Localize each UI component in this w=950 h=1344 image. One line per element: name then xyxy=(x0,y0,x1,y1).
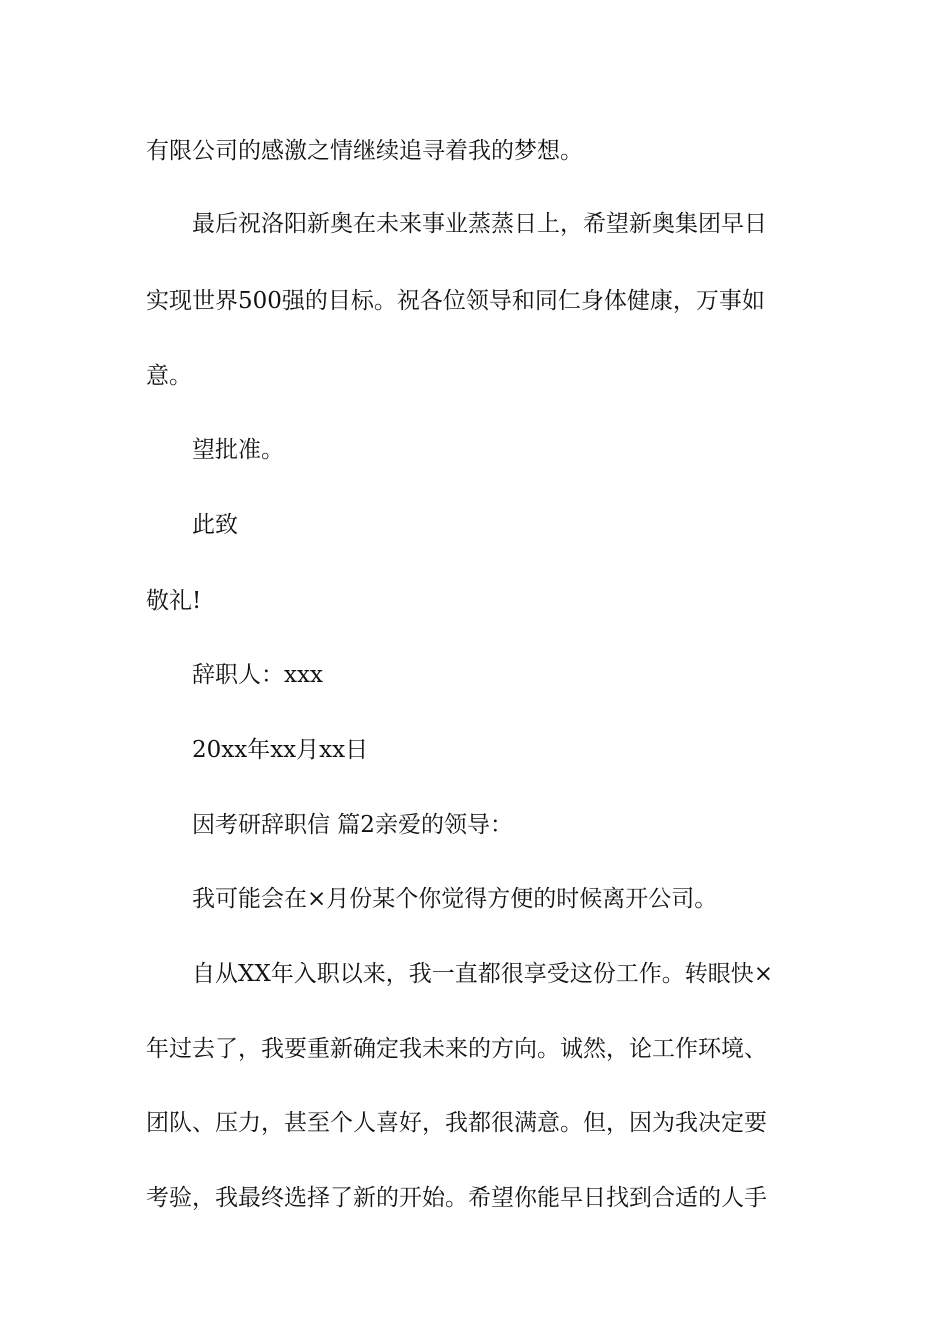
section-heading: 因考研辞职信 篇2亲爱的领导： xyxy=(192,812,513,838)
paragraph-line: 考验，我最终选择了新的开始。希望你能早日找到合适的人手 xyxy=(146,1185,767,1211)
salutation: 敬礼! xyxy=(146,588,202,614)
paragraph-line: 年过去了，我要重新确定我未来的方向。诚然，论工作环境、 xyxy=(146,1036,767,1062)
paragraph-line: 意。 xyxy=(146,363,192,389)
closing-phrase: 此致 xyxy=(192,512,238,538)
paragraph-line: 望批准。 xyxy=(192,437,284,463)
paragraph-line: 实现世界500强的目标。祝各位领导和同仁身体健康，万事如 xyxy=(146,288,765,314)
signature-date: 20xx年xx月xx日 xyxy=(192,737,369,763)
paragraph-line: 团队、压力，甚至个人喜好，我都很满意。但，因为我决定要 xyxy=(146,1110,767,1136)
paragraph-line: 我可能会在×月份某个你觉得方便的时候离开公司。 xyxy=(192,886,718,912)
paragraph-line: 自从XX年入职以来，我一直都很享受这份工作。转眼快× xyxy=(192,961,774,987)
paragraph-line: 最后祝洛阳新奥在未来事业蒸蒸日上，希望新奥集团早日 xyxy=(192,211,767,237)
signature-name: 辞职人：xxx xyxy=(192,662,323,688)
paragraph-line: 有限公司的感激之情继续追寻着我的梦想。 xyxy=(146,138,583,164)
